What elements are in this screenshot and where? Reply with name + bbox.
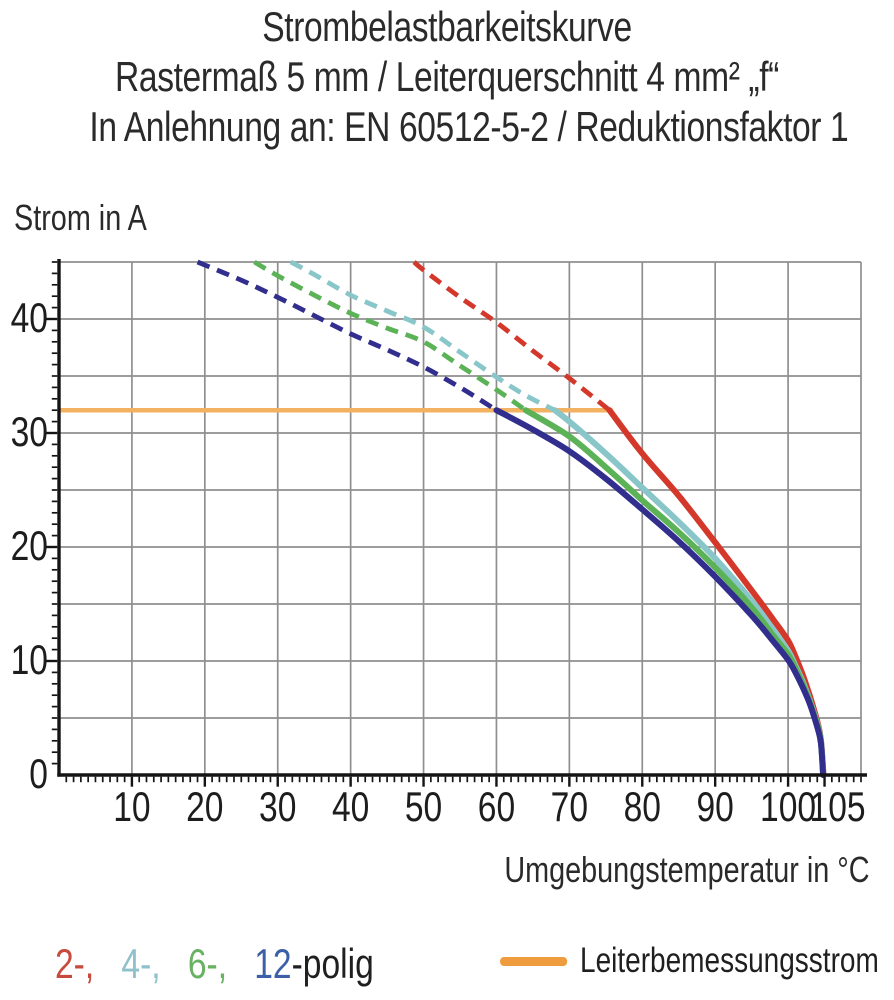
x-tick-label: 30	[259, 784, 297, 831]
x-tick-label: 105	[809, 784, 866, 831]
series-12-polig-dashed-curve	[198, 262, 497, 410]
x-tick-labels	[113, 785, 865, 831]
chart-title-line-3: In Anlehnung an: EN 60512-5-2 / Reduktionsfaktor 1	[89, 103, 849, 150]
chart-title-line-2: Rastermaß 5 mm / Leiterquerschnitt 4 mm² „f“	[115, 53, 779, 100]
grid-layer	[59, 262, 861, 775]
x-tick-label: 80	[623, 784, 661, 831]
y-axis-title: Strom in A	[14, 197, 147, 238]
y-tick-label: 10	[10, 637, 49, 684]
series-4-polig-solid-curve	[555, 410, 824, 775]
x-tick-label: 60	[477, 784, 516, 831]
legend-pole-label: 6-,	[187, 940, 228, 987]
y-tick-labels	[11, 296, 48, 798]
legend-pole-label: 12	[254, 940, 292, 987]
y-tick-label: 20	[10, 523, 49, 570]
poles-legend-items	[55, 940, 292, 987]
series-6-polig-solid-curve	[526, 410, 824, 775]
x-axis-title: Umgebungstemperatur in °C	[504, 849, 870, 890]
chart-title-line-1: Strombelastbarkeitskurve	[262, 3, 632, 50]
poles-legend	[55, 940, 374, 988]
poles-legend-suffix: -polig	[291, 940, 374, 987]
reference-line-swatch-icon	[500, 957, 567, 966]
legend-pole-label: 4-,	[121, 940, 161, 987]
x-tick-label: 70	[550, 784, 589, 831]
tick-layer	[46, 262, 861, 787]
x-tick-label: 20	[186, 784, 224, 831]
series-6-polig-dashed-curve	[254, 262, 525, 410]
reference-line-label: Leiterbemessungsstrom	[580, 941, 879, 980]
x-tick-label: 100	[760, 784, 817, 831]
y-tick-label: 30	[10, 409, 49, 456]
series-12-polig-solid-curve	[496, 410, 823, 775]
series-layer	[198, 262, 824, 775]
reference-legend	[500, 940, 879, 982]
x-tick-label: 50	[404, 784, 443, 831]
y-tick-label: 0	[29, 751, 49, 798]
x-tick-label: 40	[331, 784, 370, 831]
x-tick-label: 90	[696, 784, 734, 831]
x-tick-label: 10	[113, 784, 151, 831]
legend-pole-label: 2-,	[55, 940, 95, 987]
y-tick-label: 40	[10, 295, 49, 342]
